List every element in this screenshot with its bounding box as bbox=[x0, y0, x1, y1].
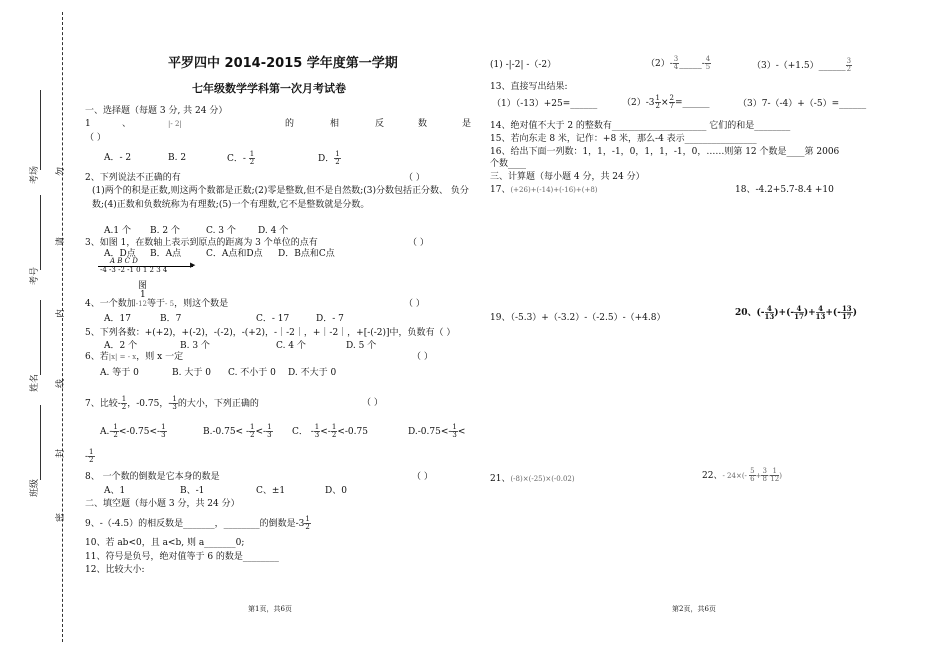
q7-option-d-tail: - $\frac{1}{2}$ bbox=[85, 448, 94, 464]
q4-option-a: A．17 bbox=[104, 314, 131, 324]
name-blank bbox=[40, 300, 41, 375]
q4-paren: （ ） bbox=[404, 299, 425, 309]
q12-part-3: （3）-（+1.5）______ $\frac{3}{2}$ bbox=[752, 57, 852, 73]
q1-word-1: 的 bbox=[285, 119, 295, 129]
q12-part-1: (1) -|-2| -（-2） bbox=[490, 60, 557, 70]
q22: 22、- 24×(- $\frac{5}{6}$ + $\frac{3}{8}$ - $\frac{1}{12}$ ) bbox=[702, 467, 782, 483]
q3-option-d: D．B点和C点 bbox=[278, 249, 335, 259]
q8-stem: 8、 一个数的倒数是它本身的数是 bbox=[85, 472, 220, 482]
q4-option-b: B．7 bbox=[160, 314, 182, 324]
q6-option-a: A. 等于 0 bbox=[100, 368, 139, 378]
q1-word-2: 相 bbox=[330, 119, 340, 129]
binding-line bbox=[62, 12, 63, 642]
q1-word-3: 反 bbox=[375, 119, 385, 129]
q1-word-5: 是 bbox=[462, 119, 472, 129]
warn-char-2: 请 bbox=[56, 236, 66, 246]
q8-option-b: B、-1 bbox=[180, 486, 205, 496]
section-3-heading: 三、计算题（每小题 4 分，共 24 分） bbox=[490, 172, 645, 182]
q2-option-a: A.1 个 bbox=[104, 226, 131, 236]
q1-sep: 、 bbox=[122, 119, 132, 129]
q4-option-c: C．- 17 bbox=[256, 314, 290, 324]
q1-option-b: B. 2 bbox=[168, 153, 187, 163]
q19: 19、（-5.3）+（-3.2）-（-2.5）-（+4.8） bbox=[490, 313, 666, 323]
q9: 9、-（-4.5）的相反数是_______，________的倒数是-3 $\frac{1}{2}$ bbox=[85, 515, 310, 531]
q18: 18、-4.2+5.7-8.4 +10 bbox=[735, 185, 834, 195]
q6-option-d: D. 不大于 0 bbox=[288, 368, 337, 378]
q6-option-c: C. 不小于 0 bbox=[228, 368, 276, 378]
q1-option-d: D． $\frac{1}{2}$ bbox=[318, 150, 340, 166]
q1-abs-expr: |- 2| bbox=[168, 120, 182, 128]
q8-paren: （ ） bbox=[412, 472, 433, 482]
q2-stem: 2、下列说法不正确的有 bbox=[85, 173, 181, 183]
q8-option-d: D、0 bbox=[325, 486, 347, 496]
warn-char-4: 线 bbox=[56, 378, 66, 388]
warn-char-5: 封 bbox=[56, 448, 66, 458]
q7-option-a: A.- $\frac{1}{2}$ <-0.75<- $\frac{1}{3}$ bbox=[100, 423, 166, 439]
exam-title: 平罗四中 2014-2015 学年度第一学期 bbox=[168, 56, 398, 71]
section-2-heading: 二、填空题（每小题 3 分，共 24 分） bbox=[85, 499, 240, 509]
q13-part-2: （2）-3 $\frac{1}{2}$ × $\frac{2}{7}$ =______ bbox=[622, 94, 710, 110]
q1-number: 1 bbox=[85, 119, 91, 129]
number-line-ticks: -4 -3 -2 -1 0 1 2 3 4 bbox=[100, 266, 168, 274]
q15: 15、若向东走 8 米，记作：+8 米，那么-4 表示________________ bbox=[490, 134, 757, 144]
exam-room-label: 考场 bbox=[30, 165, 40, 184]
q12-part-2: （2）- $\frac{3}{4}$ _____- $\frac{4}{5}$ bbox=[646, 55, 711, 71]
q16: 16、给出下面一列数：1，1，-1，0，1，1，-1，0，……则第 12 个数是____第 2006 bbox=[490, 147, 840, 157]
class-label: 班级 bbox=[30, 478, 40, 497]
q3-option-a: A．D点 bbox=[104, 249, 136, 259]
q3-figure-number: 1 bbox=[140, 290, 146, 300]
q14: 14、绝对值不大于 2 的整数有_____________________ 它们的和是________ bbox=[490, 121, 791, 131]
q8-option-a: A、1 bbox=[104, 486, 126, 496]
q1-paren: （ ） bbox=[85, 133, 106, 143]
q7-paren: （ ） bbox=[362, 398, 383, 408]
q7-option-b: B.-0.75< - $\frac{1}{2}$ <- $\frac{1}{3}$ bbox=[203, 423, 272, 439]
q21: 21、(-8)×(-25)×(-0.02) bbox=[490, 474, 575, 484]
q5-option-a: A．2 个 bbox=[104, 341, 138, 351]
q6-stem: 6、若|x| = - x，则 x 一定 bbox=[85, 352, 184, 362]
q4-stem: 4、一个数加-12等于- 5，则这个数是 bbox=[85, 299, 229, 309]
q2-option-c: C. 3 个 bbox=[206, 226, 236, 236]
exam-number-label: 考号 bbox=[30, 266, 40, 285]
exam-subtitle: 七年级数学学科第一次月考试卷 bbox=[192, 82, 346, 95]
q4-option-d: D．- 7 bbox=[316, 314, 344, 324]
warn-char-3: 内 bbox=[56, 308, 66, 318]
q1-option-a: A．- 2 bbox=[104, 153, 132, 163]
q20: 20、(- $\frac{4}{13}$ )+(- $\frac{4}{17}$ )+ $\frac{4}{13}$ +(- $\frac{13}{17}$ ) bbox=[735, 304, 857, 321]
q3-option-b: B．A点 bbox=[150, 249, 182, 259]
exam-number-blank bbox=[40, 195, 41, 270]
q5-option-d: D. 5 个 bbox=[346, 341, 377, 351]
class-blank bbox=[40, 405, 41, 480]
page-footer-2: 第2页，共6页 bbox=[672, 605, 716, 613]
page-footer-1: 第1页，共6页 bbox=[248, 605, 292, 613]
q7-stem: 7、比较- $\frac{1}{2}$ ，-0.75，- $\frac{1}{3}$ 的大小，下列正确的 bbox=[85, 395, 259, 411]
q2-option-d: D. 4 个 bbox=[258, 226, 289, 236]
q13-part-1: （1）（-13）+25=______ bbox=[492, 99, 598, 109]
q13-part-3: （3）7-（-4）+（-5）=______ bbox=[738, 99, 867, 109]
q5-stem: 5、下列各数：+(+2)，+(-2)，-(-2)，-(+2)，-｜-2｜，+｜-2｜，+[-(-2)]中，负数有（ ） bbox=[85, 328, 456, 338]
warn-char-6: 密 bbox=[56, 512, 66, 522]
q3-option-c: C．A点和D点 bbox=[206, 249, 263, 259]
q1-option-c: C．- $\frac{1}{2}$ bbox=[227, 150, 255, 166]
q2-paren: （ ） bbox=[404, 173, 425, 183]
q5-option-c: C. 4 个 bbox=[276, 341, 306, 351]
q13: 13、直接写出结果: bbox=[490, 82, 568, 92]
q2-body: (1)两个的积是正数,则这两个数都是正数;(2)零是整数,但不是自然数;(3)分数包括正分数、 负分数;(4)正数和负数统称为有理数;(5)一个有理数,它不是整数就是分数。 bbox=[92, 186, 469, 210]
q17: 17、(+26)+(-14)+(-16)+(+8) bbox=[490, 185, 598, 195]
q7-option-d: D.-0.75<- $\frac{1}{3}$ < bbox=[408, 423, 466, 439]
q6-paren: （ ） bbox=[412, 352, 433, 362]
q2-option-b: B. 2 个 bbox=[150, 226, 180, 236]
q5-option-b: B. 3 个 bbox=[180, 341, 210, 351]
q3-stem: 3、如图 1，在数轴上表示到原点的距离为 3 个单位的点有 bbox=[85, 238, 318, 248]
q1-word-4: 数 bbox=[418, 119, 428, 129]
q10: 10、若 ab<0，且 a<b, 则 a_______0; bbox=[85, 538, 245, 548]
number-line-arrow: ▶ bbox=[190, 261, 196, 269]
q16-continued: 个数____ bbox=[490, 159, 527, 169]
q3-figure-label: 图 bbox=[138, 281, 148, 291]
q6-option-b: B. 大于 0 bbox=[172, 368, 211, 378]
q11: 11、符号是负号，绝对值等于 6 的数是________ bbox=[85, 552, 279, 562]
q3-paren: （ ） bbox=[408, 238, 429, 248]
name-label: 姓名 bbox=[30, 373, 40, 392]
exam-room-blank bbox=[40, 90, 41, 170]
q7-option-c: C． - $\frac{1}{3}$ <- $\frac{1}{2}$ <-0.75 bbox=[292, 423, 368, 439]
q8-option-c: C、±1 bbox=[256, 486, 286, 496]
warn-char-1: 勿 bbox=[56, 166, 66, 176]
section-1-heading: 一、选择题（每题 3 分, 共 24 分） bbox=[85, 106, 228, 116]
q3-point-labels: A B C D bbox=[110, 257, 138, 265]
q12: 12、比较大小: bbox=[85, 565, 145, 575]
